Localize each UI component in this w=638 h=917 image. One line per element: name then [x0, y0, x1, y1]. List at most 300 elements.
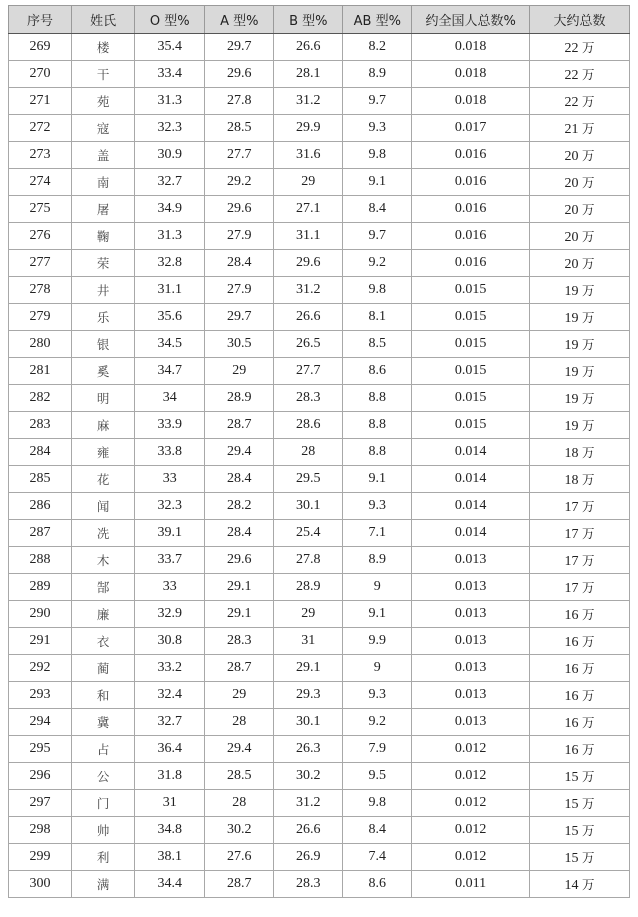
approx-total-cell [530, 61, 630, 88]
surname-cell: 楼 [72, 34, 135, 61]
type-b-pct-cell: 27.1 [274, 196, 343, 223]
type-ab-pct-cell: 7.9 [343, 736, 412, 763]
row-number-cell: 291 [9, 628, 72, 655]
table-row [9, 493, 630, 520]
approx-total-unit: 万 [582, 525, 595, 541]
row-number-cell: 280 [9, 331, 72, 358]
row-number-cell: 273 [9, 142, 72, 169]
row-number-cell: 295 [9, 736, 72, 763]
national-pct-cell: 0.013 [412, 655, 530, 682]
approx-total-unit: 万 [582, 687, 595, 703]
table-header [9, 6, 630, 34]
national-pct-cell: 0.014 [412, 466, 530, 493]
type-b-pct-cell: 29.6 [274, 250, 343, 277]
row-number-cell: 271 [9, 88, 72, 115]
type-b-pct-cell: 29.5 [274, 466, 343, 493]
surname-cell: 占 [72, 736, 135, 763]
approx-total-value: 19 [564, 418, 579, 434]
approx-total-value: 19 [564, 364, 579, 380]
approx-total-value: 19 [564, 391, 579, 407]
national-pct-cell: 0.018 [412, 34, 530, 61]
table-row [9, 277, 630, 304]
surname-cell: 冀 [72, 709, 135, 736]
type-a-pct-cell: 29.7 [205, 304, 274, 331]
type-a-pct-cell: 29.4 [205, 439, 274, 466]
approx-total-cell [530, 493, 630, 520]
table-row [9, 844, 630, 871]
row-number-cell: 294 [9, 709, 72, 736]
type-a-pct-cell: 29.6 [205, 196, 274, 223]
table-row [9, 763, 630, 790]
row-number-cell: 284 [9, 439, 72, 466]
national-pct-cell: 0.012 [412, 817, 530, 844]
type-b-pct-cell: 29 [274, 601, 343, 628]
surname-cell: 鞠 [72, 223, 135, 250]
type-b-pct-cell: 27.7 [274, 358, 343, 385]
surname-cell: 郜 [72, 574, 135, 601]
national-pct-cell: 0.018 [412, 61, 530, 88]
surname-cell: 公 [72, 763, 135, 790]
type-o-pct-cell: 33.2 [135, 655, 205, 682]
national-pct-cell: 0.013 [412, 574, 530, 601]
type-o-pct-cell: 35.6 [135, 304, 205, 331]
type-o-pct-cell: 34.5 [135, 331, 205, 358]
type-b-pct-cell: 28 [274, 439, 343, 466]
type-a-pct-cell: 27.8 [205, 88, 274, 115]
approx-total-unit: 万 [582, 147, 595, 163]
national-pct-cell: 0.016 [412, 169, 530, 196]
approx-total-cell [530, 466, 630, 493]
type-a-pct-cell: 29 [205, 682, 274, 709]
type-ab-pct-cell: 9.2 [343, 709, 412, 736]
approx-total-unit: 万 [582, 228, 595, 244]
type-a-pct-cell: 29.4 [205, 736, 274, 763]
surname-cell: 闻 [72, 493, 135, 520]
table-row [9, 412, 630, 439]
approx-total-cell [530, 601, 630, 628]
row-number-cell: 281 [9, 358, 72, 385]
surname-cell: 帅 [72, 817, 135, 844]
row-number-cell: 292 [9, 655, 72, 682]
table-row [9, 196, 630, 223]
approx-total-cell [530, 547, 630, 574]
approx-total-cell [530, 682, 630, 709]
table-row [9, 250, 630, 277]
type-o-pct-cell: 31 [135, 790, 205, 817]
type-a-pct-cell: 27.6 [205, 844, 274, 871]
type-a-pct-cell: 28 [205, 709, 274, 736]
approx-total-cell [530, 223, 630, 250]
approx-total-unit: 万 [582, 309, 595, 325]
surname-cell: 南 [72, 169, 135, 196]
row-number-cell: 283 [9, 412, 72, 439]
national-pct-cell: 0.014 [412, 493, 530, 520]
surname-cell: 衣 [72, 628, 135, 655]
row-number-cell: 300 [9, 871, 72, 898]
type-a-pct-cell: 28.7 [205, 871, 274, 898]
approx-total-unit: 万 [582, 876, 595, 892]
approx-total-value: 16 [564, 715, 579, 731]
table-row [9, 655, 630, 682]
row-number-cell: 270 [9, 61, 72, 88]
surname-cell: 木 [72, 547, 135, 574]
approx-total-unit: 万 [582, 606, 595, 622]
type-ab-pct-cell: 9.8 [343, 790, 412, 817]
type-a-pct-cell: 28.5 [205, 115, 274, 142]
approx-total-unit: 万 [582, 282, 595, 298]
approx-total-value: 16 [564, 634, 579, 650]
type-ab-pct-cell: 8.4 [343, 196, 412, 223]
type-a-pct-cell: 29.7 [205, 34, 274, 61]
type-ab-pct-cell: 9.3 [343, 115, 412, 142]
approx-total-unit: 万 [582, 444, 595, 460]
approx-total-unit: 万 [582, 417, 595, 433]
type-ab-pct-cell: 8.8 [343, 412, 412, 439]
type-a-pct-cell: 30.2 [205, 817, 274, 844]
approx-total-cell [530, 142, 630, 169]
national-pct-cell: 0.012 [412, 844, 530, 871]
type-o-pct-cell: 35.4 [135, 34, 205, 61]
type-o-pct-cell: 33 [135, 466, 205, 493]
approx-total-cell [530, 196, 630, 223]
type-ab-pct-cell: 9.3 [343, 682, 412, 709]
row-number-cell: 275 [9, 196, 72, 223]
table-row [9, 520, 630, 547]
surname-cell: 盖 [72, 142, 135, 169]
approx-total-value: 19 [564, 310, 579, 326]
type-ab-pct-cell: 9.1 [343, 466, 412, 493]
approx-total-unit: 万 [582, 390, 595, 406]
approx-total-value: 15 [564, 850, 579, 866]
national-pct-cell: 0.012 [412, 763, 530, 790]
row-number-cell: 293 [9, 682, 72, 709]
national-pct-cell: 0.013 [412, 682, 530, 709]
type-ab-pct-cell: 9.7 [343, 88, 412, 115]
approx-total-value: 16 [564, 607, 579, 623]
approx-total-unit: 万 [582, 255, 595, 271]
approx-total-cell [530, 844, 630, 871]
table-row [9, 169, 630, 196]
national-pct-cell: 0.015 [412, 331, 530, 358]
approx-total-value: 16 [564, 661, 579, 677]
approx-total-unit: 万 [582, 795, 595, 811]
approx-total-cell [530, 304, 630, 331]
col-header-type-o: O 型% [135, 6, 205, 34]
table-row [9, 88, 630, 115]
row-number-cell: 288 [9, 547, 72, 574]
approx-total-cell [530, 736, 630, 763]
surname-cell: 银 [72, 331, 135, 358]
approx-total-value: 19 [564, 283, 579, 299]
type-o-pct-cell: 33 [135, 574, 205, 601]
type-o-pct-cell: 33.4 [135, 61, 205, 88]
table-row [9, 547, 630, 574]
approx-total-unit: 万 [582, 336, 595, 352]
approx-total-unit: 万 [582, 93, 595, 109]
table-row [9, 358, 630, 385]
type-o-pct-cell: 34.8 [135, 817, 205, 844]
type-ab-pct-cell: 9 [343, 574, 412, 601]
type-o-pct-cell: 31.3 [135, 88, 205, 115]
type-o-pct-cell: 32.4 [135, 682, 205, 709]
approx-total-value: 18 [564, 445, 579, 461]
surname-cell: 门 [72, 790, 135, 817]
type-o-pct-cell: 33.7 [135, 547, 205, 574]
row-number-cell: 272 [9, 115, 72, 142]
col-header-type-b: B 型% [274, 6, 343, 34]
approx-total-unit: 万 [582, 633, 595, 649]
surname-cell: 利 [72, 844, 135, 871]
row-number-cell: 297 [9, 790, 72, 817]
surname-cell: 和 [72, 682, 135, 709]
type-o-pct-cell: 34 [135, 385, 205, 412]
approx-total-unit: 万 [582, 363, 595, 379]
national-pct-cell: 0.015 [412, 412, 530, 439]
table-row [9, 574, 630, 601]
table-body [9, 34, 630, 898]
approx-total-value: 16 [564, 688, 579, 704]
approx-total-cell [530, 34, 630, 61]
type-a-pct-cell: 28 [205, 790, 274, 817]
approx-total-unit: 万 [582, 849, 595, 865]
type-a-pct-cell: 30.5 [205, 331, 274, 358]
approx-total-cell [530, 709, 630, 736]
approx-total-value: 20 [564, 148, 579, 164]
type-o-pct-cell: 30.8 [135, 628, 205, 655]
approx-total-cell [530, 871, 630, 898]
national-pct-cell: 0.014 [412, 520, 530, 547]
approx-total-cell [530, 790, 630, 817]
type-a-pct-cell: 28.3 [205, 628, 274, 655]
table-row [9, 628, 630, 655]
type-ab-pct-cell: 9.7 [343, 223, 412, 250]
approx-total-value: 17 [564, 499, 579, 515]
type-b-pct-cell: 29.1 [274, 655, 343, 682]
type-b-pct-cell: 28.1 [274, 61, 343, 88]
surname-cell: 寇 [72, 115, 135, 142]
surname-cell: 屠 [72, 196, 135, 223]
type-b-pct-cell: 28.3 [274, 871, 343, 898]
national-pct-cell: 0.018 [412, 88, 530, 115]
type-b-pct-cell: 25.4 [274, 520, 343, 547]
surname-cell: 井 [72, 277, 135, 304]
type-b-pct-cell: 26.6 [274, 34, 343, 61]
type-o-pct-cell: 31.8 [135, 763, 205, 790]
type-o-pct-cell: 39.1 [135, 520, 205, 547]
type-b-pct-cell: 27.8 [274, 547, 343, 574]
type-o-pct-cell: 32.7 [135, 169, 205, 196]
type-a-pct-cell: 28.7 [205, 412, 274, 439]
national-pct-cell: 0.016 [412, 142, 530, 169]
type-ab-pct-cell: 7.4 [343, 844, 412, 871]
type-a-pct-cell: 28.9 [205, 385, 274, 412]
surname-cell: 冼 [72, 520, 135, 547]
approx-total-unit: 万 [582, 552, 595, 568]
type-o-pct-cell: 32.8 [135, 250, 205, 277]
table-row [9, 385, 630, 412]
row-number-cell: 285 [9, 466, 72, 493]
row-number-cell: 279 [9, 304, 72, 331]
approx-total-unit: 万 [582, 714, 595, 730]
approx-total-value: 20 [564, 175, 579, 191]
type-a-pct-cell: 27.7 [205, 142, 274, 169]
table-row [9, 601, 630, 628]
national-pct-cell: 0.013 [412, 601, 530, 628]
type-b-pct-cell: 26.6 [274, 817, 343, 844]
type-o-pct-cell: 34.4 [135, 871, 205, 898]
approx-total-value: 14 [564, 877, 579, 893]
approx-total-cell [530, 628, 630, 655]
col-header-approx-total: 大约总数 [530, 6, 630, 34]
type-ab-pct-cell: 9 [343, 655, 412, 682]
row-number-cell: 276 [9, 223, 72, 250]
surname-cell: 廉 [72, 601, 135, 628]
type-b-pct-cell: 30.1 [274, 493, 343, 520]
approx-total-value: 22 [564, 94, 579, 110]
table-row [9, 34, 630, 61]
type-o-pct-cell: 36.4 [135, 736, 205, 763]
row-number-cell: 287 [9, 520, 72, 547]
type-b-pct-cell: 28.3 [274, 385, 343, 412]
type-ab-pct-cell: 8.9 [343, 547, 412, 574]
approx-total-value: 20 [564, 202, 579, 218]
approx-total-value: 20 [564, 229, 579, 245]
table-row [9, 61, 630, 88]
type-o-pct-cell: 33.8 [135, 439, 205, 466]
approx-total-value: 18 [564, 472, 579, 488]
approx-total-cell [530, 250, 630, 277]
approx-total-cell [530, 412, 630, 439]
type-a-pct-cell: 29.6 [205, 547, 274, 574]
approx-total-cell [530, 277, 630, 304]
type-ab-pct-cell: 9.8 [343, 277, 412, 304]
type-b-pct-cell: 26.3 [274, 736, 343, 763]
table-row [9, 223, 630, 250]
national-pct-cell: 0.015 [412, 304, 530, 331]
type-ab-pct-cell: 8.5 [343, 331, 412, 358]
national-pct-cell: 0.016 [412, 250, 530, 277]
table-row [9, 115, 630, 142]
surname-cell: 蔺 [72, 655, 135, 682]
approx-total-unit: 万 [582, 660, 595, 676]
type-b-pct-cell: 29.9 [274, 115, 343, 142]
row-number-cell: 286 [9, 493, 72, 520]
type-a-pct-cell: 29 [205, 358, 274, 385]
col-header-surname: 姓氏 [72, 6, 135, 34]
row-number-cell: 282 [9, 385, 72, 412]
approx-total-value: 20 [564, 256, 579, 272]
approx-total-unit: 万 [582, 579, 595, 595]
type-a-pct-cell: 28.4 [205, 250, 274, 277]
type-a-pct-cell: 29.2 [205, 169, 274, 196]
table-row [9, 331, 630, 358]
type-o-pct-cell: 33.9 [135, 412, 205, 439]
approx-total-value: 21 [564, 121, 579, 137]
row-number-cell: 274 [9, 169, 72, 196]
approx-total-cell [530, 817, 630, 844]
type-ab-pct-cell: 8.8 [343, 439, 412, 466]
national-pct-cell: 0.013 [412, 628, 530, 655]
national-pct-cell: 0.013 [412, 709, 530, 736]
type-o-pct-cell: 32.3 [135, 493, 205, 520]
type-ab-pct-cell: 8.6 [343, 871, 412, 898]
approx-total-unit: 万 [582, 120, 595, 136]
type-b-pct-cell: 31.6 [274, 142, 343, 169]
col-header-type-ab: AB 型% [343, 6, 412, 34]
type-a-pct-cell: 29.1 [205, 601, 274, 628]
col-header-no: 序号 [9, 6, 72, 34]
row-number-cell: 299 [9, 844, 72, 871]
type-o-pct-cell: 34.9 [135, 196, 205, 223]
type-ab-pct-cell: 9.9 [343, 628, 412, 655]
type-ab-pct-cell: 9.1 [343, 169, 412, 196]
type-b-pct-cell: 26.5 [274, 331, 343, 358]
national-pct-cell: 0.012 [412, 790, 530, 817]
approx-total-value: 16 [564, 742, 579, 758]
table-row [9, 817, 630, 844]
table-row [9, 304, 630, 331]
type-o-pct-cell: 31.3 [135, 223, 205, 250]
approx-total-value: 15 [564, 796, 579, 812]
approx-total-unit: 万 [582, 822, 595, 838]
table-row [9, 790, 630, 817]
approx-total-unit: 万 [582, 471, 595, 487]
type-ab-pct-cell: 8.9 [343, 61, 412, 88]
type-a-pct-cell: 27.9 [205, 223, 274, 250]
approx-total-unit: 万 [582, 39, 595, 55]
col-header-type-a: A 型% [205, 6, 274, 34]
type-b-pct-cell: 31 [274, 628, 343, 655]
type-b-pct-cell: 31.2 [274, 277, 343, 304]
surname-cell: 乐 [72, 304, 135, 331]
national-pct-cell: 0.015 [412, 277, 530, 304]
type-ab-pct-cell: 8.2 [343, 34, 412, 61]
national-pct-cell: 0.013 [412, 547, 530, 574]
table-row [9, 736, 630, 763]
type-o-pct-cell: 31.1 [135, 277, 205, 304]
surname-cell: 苑 [72, 88, 135, 115]
row-number-cell: 296 [9, 763, 72, 790]
approx-total-cell [530, 169, 630, 196]
surname-cell: 花 [72, 466, 135, 493]
row-number-cell: 298 [9, 817, 72, 844]
type-b-pct-cell: 31.2 [274, 88, 343, 115]
table-row [9, 142, 630, 169]
table-row [9, 709, 630, 736]
approx-total-cell [530, 520, 630, 547]
type-a-pct-cell: 28.7 [205, 655, 274, 682]
approx-total-unit: 万 [582, 768, 595, 784]
approx-total-unit: 万 [582, 66, 595, 82]
type-ab-pct-cell: 9.5 [343, 763, 412, 790]
type-b-pct-cell: 28.9 [274, 574, 343, 601]
type-a-pct-cell: 29.6 [205, 61, 274, 88]
type-o-pct-cell: 32.9 [135, 601, 205, 628]
type-ab-pct-cell: 9.2 [343, 250, 412, 277]
approx-total-value: 15 [564, 769, 579, 785]
surname-cell: 明 [72, 385, 135, 412]
type-o-pct-cell: 30.9 [135, 142, 205, 169]
type-b-pct-cell: 30.2 [274, 763, 343, 790]
type-ab-pct-cell: 8.8 [343, 385, 412, 412]
type-ab-pct-cell: 8.4 [343, 817, 412, 844]
table-row [9, 439, 630, 466]
surname-cell: 满 [72, 871, 135, 898]
national-pct-cell: 0.017 [412, 115, 530, 142]
type-ab-pct-cell: 8.1 [343, 304, 412, 331]
table-row [9, 682, 630, 709]
type-b-pct-cell: 26.9 [274, 844, 343, 871]
